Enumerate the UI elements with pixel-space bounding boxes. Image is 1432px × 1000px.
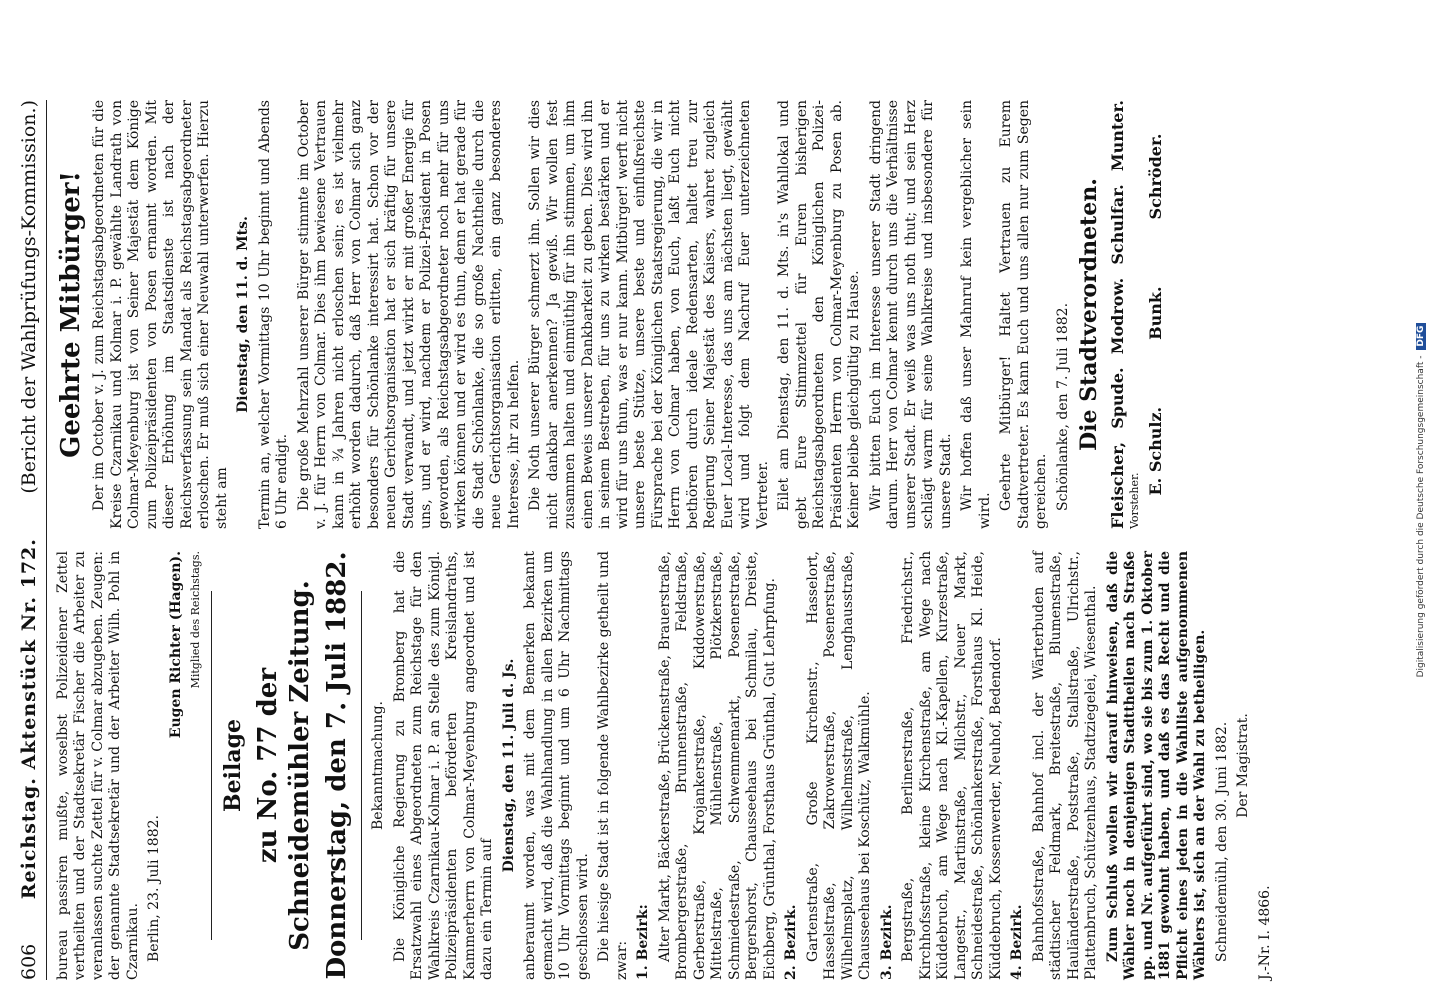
journal-number: J.-Nr. I. 4866. <box>1256 885 1273 980</box>
announcement-title: Bekanntmachung. <box>370 701 386 830</box>
closing-note: Zum Schluß wollen wir darauf hinweisen, daß die Wähler noch in denjenigen Stadttheilen nach Straße pp. und Nr. aufgeführt sind, wo sie bis zum 1. Oktober 1881 gewohnt haben, und daß es das Recht und die Pflicht eines jeden in die Wahlliste aufgenommenen Wählers ist, sich an der Wahl zu betheiligen. <box>1104 551 1208 980</box>
right-column <box>55 100 1278 529</box>
header-section: (Bericht der Wahlprüfungs-Kommission.) <box>18 100 40 494</box>
appeal-paragraph: Eilet am Dienstag, den 11. d. Mts. in's Wahllokal und gebt Eure Stimmzettel für Euren bisherigen Reichstagsabgeordneten den Königlichen Polizei-Präsidenten Herrn von Colmar-Meyenburg zu Posen ab. Keiner bleibe gleichgültig zu Hause. <box>776 100 863 529</box>
district-text: Bergstraße, Berlinerstraße, Friedrichstr., Kirchhofsstraße, kleine Kirchenstraße, am Wege nach Küddebruch, am Wege nach Kl.-Kapellen, Kurzestraße, Langestr., Martinstraße, Milchstr., Neuer Markt, Schneidestraße, Schönlankerstraße, Forsthaus Kl. Heide, Küddebruch, Kossenwerder, Neuhof, Bedendorf. <box>900 551 1004 980</box>
district-title: 1. Bezirk: <box>635 904 651 980</box>
appeal-paragraph: Geehrte Mitbürger! Haltet Vertrauen zu Eurem Stadtvertreter. Es kann Euch und uns allen nur zum Segen gereichen. <box>998 100 1050 529</box>
page-number: 606 <box>18 943 40 980</box>
appeal-paragraph: Die Noth unserer Bürger schmerzt ihn. Sollen wir dies nicht dankbar anerkennen? Ja gewiß. Wir wollen fest zusammen halten und einmüthig für ihn stimmen, um ihm einen Beweis unserer Dankbarkeit zu geben. Dies wird ihn in seinem Bestreben, für uns zu wirken bestärken und er wird für uns thun, was er nur kann. Mitbürger! werft nicht unsere beste Stütze, unsere beste und einflußreichste Fürsprache bei der Königlichen Staatsregierung, die wir in Herrn von Colmar haben, von Euch, laßt Euch nicht bethören durch ideale Redensarten, haltet treu zur Regierung Seiner Majestät des Kaisers, wahret zugleich Euer Local-Interesse, das uns am nächsten liegt, gewählt wird und folgt dem Nachruf Euer unterzeichneten Vertreter. <box>527 100 771 529</box>
left-column <box>55 551 1278 980</box>
signature-role: Vorsteher. <box>1127 472 1141 529</box>
appeal-paragraph: Wir hoffen daß unser Mahnruf kein vergeblicher sein wird. <box>959 100 993 529</box>
appeal-date: Dienstag, den 11. d. Mts. <box>235 216 252 413</box>
district-text: Alter Markt, Bäckerstraße, Brückenstraße, Brauerstraße, Brombergerstraße, Brunnenstraße, Feldstraße, Gerberstraße, Krojankerstraße, Kiddowerstraße, Mittelstraße, Mühlenstraße, Plötzkerstraße, Schmiedestraße, Schwemmemarkt, Posenerstraße, Bergershorst, Chausseehaus bei Schmilau, Dreiste, Eichberg, Grünthal, Forsthaus Grünthal, Gut Lehrpfung. <box>656 551 778 980</box>
appeal-paragraph: Termin an, welcher Vormittags 10 Uhr beginnt und Abends 6 Uhr endigt. <box>256 100 291 529</box>
beilage-date: Donnerstag, den 7. Juli 1882. <box>321 551 352 980</box>
header-title: Reichstag. Aktenstück Nr. 172. <box>18 538 40 900</box>
district-title: 3. Bezirk. <box>878 904 895 980</box>
signature: Munter. <box>1107 100 1127 172</box>
page-header <box>18 100 47 980</box>
appeal-place-date: Schönlanke, den 7. Juli 1882. <box>1054 302 1071 511</box>
footer-text: Digitalisierung gefördert durch die Deutsche Forschungsgemeinschaft - <box>1416 355 1426 678</box>
signature-row <box>1108 100 1128 529</box>
signature: Fleischer, <box>1107 441 1127 529</box>
beilage-title: Beilage <box>220 719 246 812</box>
columns <box>55 100 1278 980</box>
district-title: 4. Bezirk. <box>1009 904 1025 980</box>
council-title: Die Stadtverordneten. <box>1076 178 1103 451</box>
digitization-footer <box>1416 0 1426 1000</box>
signature: Schulfar. <box>1107 184 1127 265</box>
beilage-newspaper: zu No. 77 der Schneidemühler Zeitung. <box>252 580 315 951</box>
signer-name: Eugen Richter (Hagen). <box>167 551 184 739</box>
magistrat-date: Schneidemühl, den 30. Juni 1882. <box>1213 721 1230 962</box>
divider <box>211 591 212 940</box>
intro-paragraph: bureau passiren mußte, woselbst Polizeidiener Zettel vertheilten und der Stadtsekretär Fischer die Arbeiter zu veranlassen suchte Zettel für v. Colmar abzugeben. Zeugen: der genannte Stadtsekretär und der Arbeiter Wilh. Pohl in Czarnikau. <box>54 551 141 980</box>
divider <box>361 591 362 940</box>
appeal-title: Geehrte Mitbürger! <box>55 171 86 458</box>
announcement-paragraph: Die Königliche Regierung zu Bromberg hat die Ersatzwahl eines Abgeordneten zum Reichstage für den Wahlkreis Czarnikau-Kolmar i. P. an Stelle des zum Königl. Polizeipräsidenten beförderten Kreislandraths, Kammerherrn von Colmar-Meyenburg angeordnet und ist dazu ein Termin auf <box>391 551 495 980</box>
signer-role: Mitglied des Reichstags. <box>189 551 203 689</box>
signature: E. Schulz. <box>1145 406 1165 496</box>
appeal-paragraph: Der im October v. J. zum Reichstagsabgeordneten für die Kreise Czarnikau und Kolmar i. P. gewählte Landrath von Colmar-Meyenburg ist von Seiner Majestät dem Könige zum Polizeipräsidenten von Posen ernannt worden. Mit dieser Erhöhung im Staatsdienste ist nach der Reichsverfassung sein Mandat als Reichstagsabgeordneter erloschen. Er muß sich einer Neuwahl unterwerfen. Hierzu steht am <box>91 100 230 529</box>
magistrat-signature: Der Magistrat. <box>1235 713 1251 818</box>
announcement-paragraph: anberaumt worden, was mit dem Bemerken bekannt gemacht wird, daß die Wahlhandlung in allen Bezirken um 10 Uhr Vormittags beginnt und um 6 Uhr Nachmittags geschlossen wird. <box>522 551 591 980</box>
signature: Modrow. <box>1107 277 1127 355</box>
district-title: 2. Bezirk. <box>783 904 799 980</box>
signature: Bunk. <box>1145 286 1165 340</box>
appeal-paragraph: Wir bitten Euch im Interesse unserer Stadt dringend darum. Herr von Colmar kennt durch uns die Verhältnisse unserer Stadt. Er weiß was uns noth thut; und sein Herz schlägt warm für seine Wahlkreise und insbesondere für unsere Stadt. <box>867 100 954 529</box>
appeal-paragraph: Die große Mehrzahl unserer Bürger stimmte im October v. J. für Herrn von Colmar. Dies ihm bewiesene Vertrauen kann in ¾ Jahren nicht erloschen sein; es ist vielmehr erhöht worden dadurch, daß Herr von Colmar sich ganz besonders für Schönlanke interessirt hat. Schon vor der neuen Gerichtsorganisation hat er sich kräftig für unsere Stadt verwandt, und jetzt wirkt er mit großer Energie für uns, und er wird, nachdem er Polizei-Präsident in Posen geworden, als Reichstagsabgeordneter noch mehr für uns wirken können und er wird es thun, denn er hat gerade für die Stadt Schönlanke, die so große Nachtheile durch die neue Gerichtsorganisation erlitten, ein ganz besonderes Interesse, ihr zu helfen. <box>295 100 522 529</box>
district-text: Gartenstraße, Große Kirchenstr., Hasselort, Hasselstraße, Zakrowerstraße, Posenerstraße, Wilhelmsplatz, Wilhelmsstraße, Lenghausstraße, Chausseehaus bei Koschütz, Walkmühle. <box>804 551 873 980</box>
signature: Spude. <box>1107 367 1127 429</box>
district-text: Bahnhofsstraße, Bahnhof incl. der Wärterbuden auf städtischer Feldmark, Breitestraße, Blumenstraße, Hauländerstraße, Poststraße, Stallstraße, Ulrichstr., Plattenbruch, Schützenhaus, Stadtziegelei, Wiesenthal. <box>1030 551 1099 980</box>
place-date: Berlin, 23. Juli 1882. <box>146 815 163 962</box>
signature: Schröder. <box>1145 133 1165 220</box>
announcement-paragraph: Die hiesige Stadt ist in folgende Wahlbezirke getheilt und zwar: <box>596 551 630 980</box>
dfg-logo: DFG <box>1416 323 1426 350</box>
signature-row <box>1146 100 1166 529</box>
election-date: Dienstag, den 11. Juli d. Js. <box>500 658 517 873</box>
